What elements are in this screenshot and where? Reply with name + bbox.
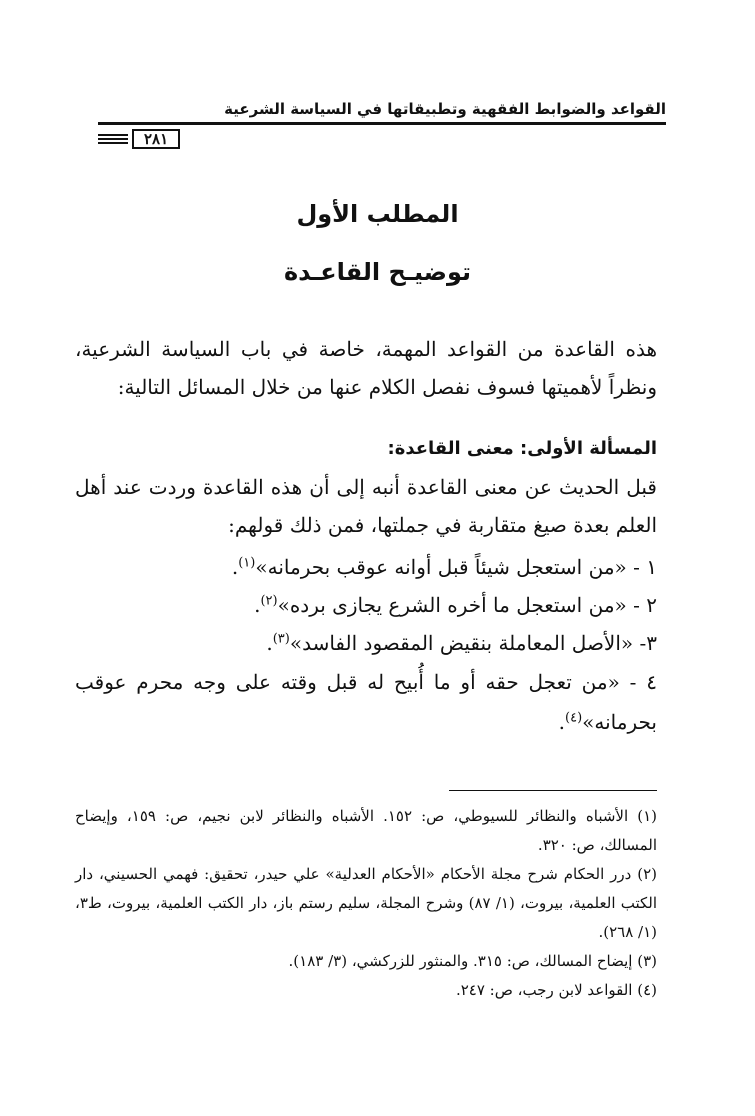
footnote: (٢) درر الحكام شرح مجلة الأحكام «الأحكام العدلية» علي حيدر، تحقيق: فهمي الحسيني، دار الكتب العلمية، بيروت، (١/ ٨٧) وشرح المجلة، سليم رستم باز، دار الكتب العلمية، بيروت، ط٣، (١/ ٢٦٨). bbox=[75, 865, 657, 941]
footnotes bbox=[75, 802, 657, 1005]
running-header bbox=[98, 100, 666, 146]
book-title: القواعد والضوابط الفقهية وتطبيقاتها في السياسة الشرعية bbox=[224, 100, 666, 118]
list-item: ٢ - «من استعجل ما أخره الشرع يجازى برده»$^{(٢)}$. bbox=[254, 593, 657, 617]
page-number: ٢٨١ bbox=[132, 129, 180, 149]
list-item: ٣- «الأصل المعاملة بنقيض المقصود الفاسد»$^{(٣)}$. bbox=[266, 631, 657, 655]
intro-paragraph: هذه القاعدة من القواعد المهمة، خاصة في باب السياسة الشرعية، ونظراً لأهميتها فسوف نفصل الكلام عنها من خلال المسائل التالية: bbox=[75, 337, 657, 399]
footnote: (٣) إيضاح المسالك، ص: ٣١٥. والمنثور للزركشي، (٣/ ١٨٣). bbox=[288, 952, 657, 970]
list-item: ١ - «من استعجل شيئاً قبل أوانه عوقب بحرمانه»$^{(١)}$. bbox=[231, 555, 657, 579]
header-rule bbox=[98, 122, 666, 125]
footnote-ref[interactable]: (٣) bbox=[272, 631, 290, 647]
footnote: (٤) القواعد لابن رجب، ص: ٢٤٧. bbox=[455, 981, 657, 999]
issue-one-title: المسألة الأولى: معنى القاعدة: bbox=[387, 438, 657, 459]
footnote: (١) الأشباه والنظائر للسيوطي، ص: ١٥٢. الأشباه والنظائر لابن نجيم، ص: ١٥٩، وإيضاح المسالك، ص: ٣٢٠. bbox=[75, 807, 657, 854]
issue-one-paragraph: قبل الحديث عن معنى القاعدة أنبه إلى أن هذه القاعدة وردت عند أهل العلم بعدة صيغ متقاربة في جملتها، فمن ذلك قولهم: bbox=[75, 475, 657, 537]
footnote-ref[interactable]: (٤) bbox=[565, 710, 583, 726]
page-ornament-lines bbox=[98, 134, 128, 144]
footnote-ref[interactable]: (١) bbox=[238, 555, 256, 571]
footnote-separator bbox=[449, 790, 657, 791]
rule-formulations-list bbox=[75, 548, 657, 742]
footnote-ref[interactable]: (٢) bbox=[260, 593, 278, 609]
section-heading: المطلب الأول bbox=[296, 200, 459, 228]
page-number-row bbox=[98, 130, 180, 148]
list-item: ٤ - «من تعجل حقه أو ما أُبيح له قبل وقته على وجه محرم عوقب بحرمانه»$^{(٤)}$. bbox=[75, 670, 657, 734]
section-subtitle: توضيـح القاعـدة bbox=[283, 258, 472, 286]
